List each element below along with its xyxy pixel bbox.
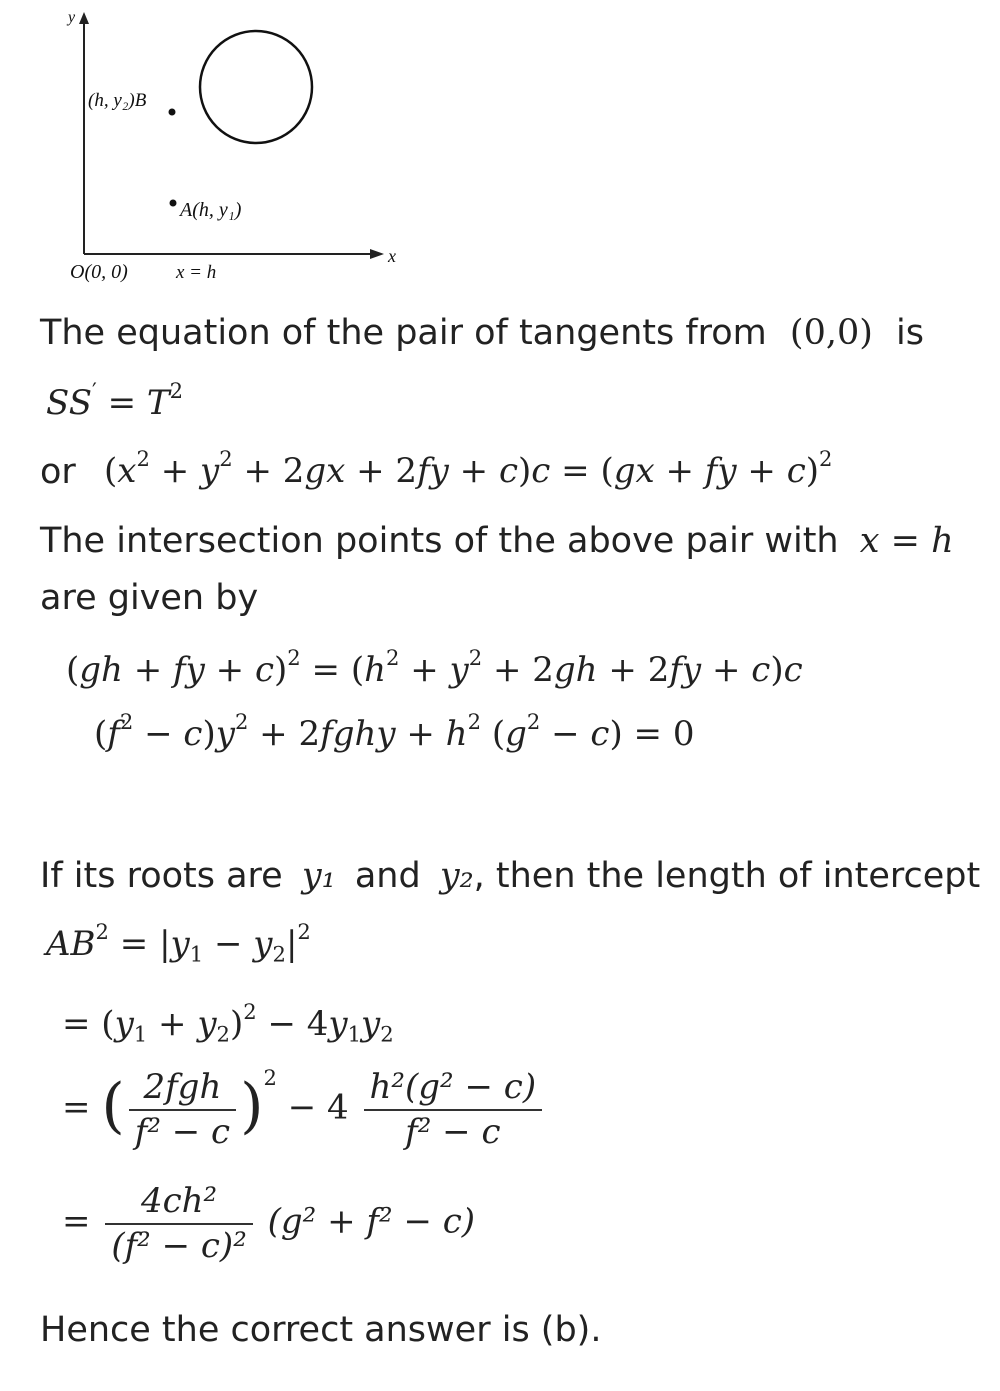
x-axis-label: x [388, 246, 396, 266]
factor-g2-f2-c: (g² + f² − c) [267, 1201, 476, 1242]
equation-pair-of-tangents: $(x^2 + y^2 + 2gx + 2fy + c)c = (gx$ + fy + c)$^2$ [104, 446, 833, 491]
intro-is: is [896, 313, 925, 353]
fraction-4ch2: $\frac{\text{4ch²}}{\text{(f² − c)²}}$ [105, 1180, 253, 1267]
point-b-label: (h, y₂)B [88, 90, 147, 111]
tangent-diagram [0, 0, 520, 300]
equation-step1: = $(y_1 + y_2)^2 - 4y_1y_2$ [62, 999, 394, 1047]
point-b [169, 109, 176, 116]
given-by-line [40, 578, 258, 618]
y-axis-label: y [68, 9, 76, 26]
roots-text-a: If its roots are [40, 856, 283, 896]
fraction-h2-g2-c: $\frac{\text{h²(g² − c)}}{\text{f² − c}}$ [364, 1066, 543, 1153]
or-label: or [40, 452, 76, 492]
equation-quadratic: $(f^2 - c)y^2$ + 2fghy + $h^2$ $(g^2 - c) = 0$ [94, 709, 695, 754]
conclusion-text: Hence the correct answer is (b). [40, 1310, 602, 1350]
given-by-text: are given by [40, 578, 259, 618]
origin-point: (0,0) [789, 313, 873, 353]
root-y1: y₁ [301, 856, 336, 896]
roots-and: and [354, 856, 421, 896]
or-line [40, 452, 76, 492]
fraction-2fgh: $\frac{\text{2fgh}}{\text{f² − c}}$ [129, 1066, 236, 1153]
point-a [170, 200, 177, 207]
equation-ab-squared: $AB^2 = |y_1 - y_2|^2$ [46, 919, 311, 967]
roots-text-b: , then the length of intercept [473, 856, 981, 896]
circle [200, 31, 312, 143]
conclusion-line [40, 1310, 601, 1350]
intersection-text: The intersection points of the above pair with [40, 521, 839, 561]
intro-line [40, 313, 924, 353]
equation-step2: = ( $\frac{\text{2fgh}}{\text{f² − c}}$ )$^2$ − 4 $\frac{\text{h²(g² − c)}}{\text{f² − c}}$ [62, 1066, 546, 1153]
origin-label: O(0, 0) [70, 261, 128, 283]
point-a-label: A(h, y₁) [180, 199, 242, 221]
intro-text: The equation of the pair of tangents from [40, 313, 767, 353]
x-equals-h: x = h [859, 521, 954, 561]
root-y2: y₂ [439, 856, 474, 896]
x-axis-arrow [370, 249, 384, 259]
equation-step3: = $\frac{\text{4ch²}}{\text{(f² − c)²}}$ (g² + f² − c) [62, 1181, 476, 1266]
line-x-equals-h-label: x = h [176, 262, 217, 283]
equation-substituted: (gh + fy + $c)^2 = (h^2 + y^2 + 2gh + 2fy + c)c$ [66, 645, 803, 690]
roots-line [40, 856, 980, 896]
y-axis-arrow [79, 12, 89, 24]
intersection-line [40, 521, 954, 561]
equation-ss-t2: $SS' = T^2$ [46, 378, 184, 423]
